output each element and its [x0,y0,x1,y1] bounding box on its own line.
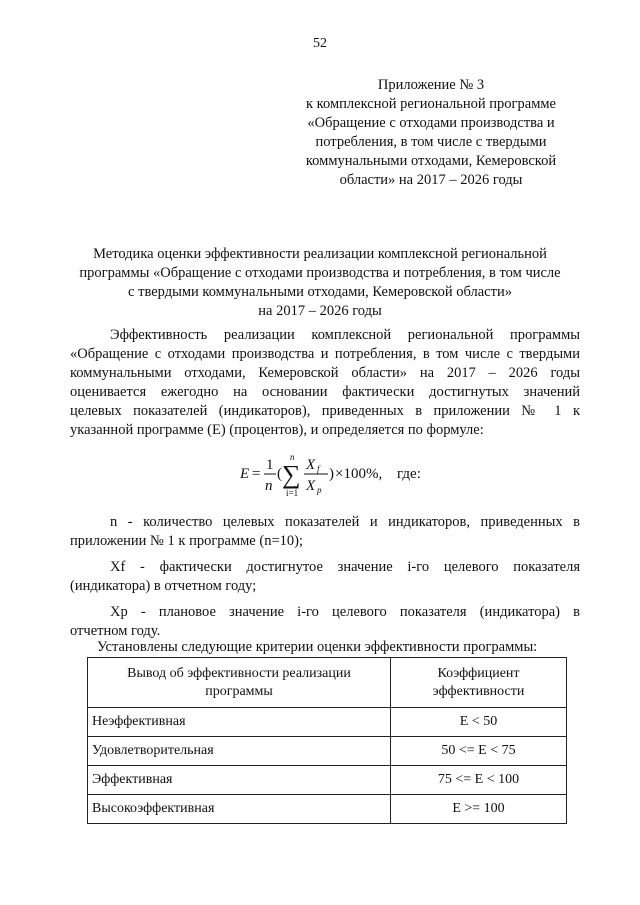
criteria-value: E < 50 [391,708,567,737]
header-text: Коэффициент [437,665,520,681]
formula-multiplier: ×100%, [335,466,383,482]
intro-line: «Обращение с отходами производства и потребления, в том числе с твердыми [70,346,580,362]
method-title-line: на 2017 – 2026 годы [258,303,382,319]
formula-xp-sub: p [317,485,322,495]
formula-where: где: [397,466,421,482]
sum-sigma-icon: ∑ [282,460,301,489]
definition-xp [70,603,580,641]
criteria-label: Удовлетворительная [88,737,391,766]
criteria-label: Эффективная [88,766,391,795]
appendix-line: коммунальными отходами, Кемеровской [305,153,557,169]
definition-line: n - количество целевых показателей и индикаторов, приведенных в [110,514,580,530]
criteria-intro: Установлены следующие критерии оценки эффективности программы: [97,639,538,655]
method-title-line: программы «Обращение с отходами производства и потребления, в том числе [79,265,561,281]
definition-line: Xp - плановое значение i-го целевого показателя (индикатора) в [110,604,580,620]
header-conclusion [88,658,391,708]
intro-line: указанной программе (E) (процентов), и определяется по формуле: [70,422,484,438]
header-text: эффективности [432,683,525,699]
formula-xp: X [306,478,316,494]
appendix-line: области» на 2017 – 2026 годы [339,172,523,188]
formula-open-paren: ( [277,466,282,482]
appendix-line: потребления, в том числе с твердыми [315,134,547,150]
criteria-value: E >= 100 [391,795,567,824]
criteria-label: Высокоэффективная [88,795,391,824]
sum-upper-limit: n [290,452,295,462]
definition-xf [70,558,580,596]
appendix-heading [296,76,566,190]
appendix-line: «Обращение с отходами производства и [307,115,555,131]
definition-line: Xf - фактически достигнутое значение i-го целевого показателя [110,559,580,575]
appendix-line: к комплексной региональной программе [306,96,556,112]
intro-line: Эффективность реализации комплексной региональной программы [110,327,580,343]
header-text: программы [205,683,273,699]
appendix-line: Приложение № 3 [377,77,485,93]
formula-xf: X [306,457,316,473]
efficiency-formula [240,452,440,498]
header-coefficient [391,658,567,708]
formula-close-paren: ) [329,466,334,482]
sum-lower-limit: i=1 [286,488,299,498]
formula-denominator: n [265,478,273,494]
definition-line: отчетном году. [70,623,161,639]
method-title-line: Методика оценки эффективности реализации комплексной региональной [93,246,547,262]
intro-line: коммунальными отходами, Кемеровской области» на 2017 – 2026 годы [70,365,580,381]
formula-numerator: 1 [266,457,274,473]
table-row [88,766,567,795]
formula-equals: = [252,466,261,482]
table-header-row [88,658,567,708]
criteria-value: 75 <= E < 100 [391,766,567,795]
variable-definitions [70,513,580,648]
table-row [88,737,567,766]
method-title [60,245,580,321]
header-text: Вывод об эффективности реализации [127,665,351,681]
method-title-line: с твердыми коммунальными отходами, Кемеровской области» [128,284,512,300]
intro-paragraph [70,326,580,440]
criteria-label: Неэффективная [88,708,391,737]
definition-line: приложении № 1 к программе (n=10); [70,533,303,549]
formula-lhs: E [240,466,250,482]
page-number: 52 [313,36,327,51]
table-row [88,795,567,824]
definition-n [70,513,580,551]
criteria-value: 50 <= E < 75 [391,737,567,766]
formula-xf-sub: f [317,464,320,474]
intro-line: целевых показателей (индикаторов), приведенных в приложении № 1 к [70,403,580,419]
criteria-table [87,657,567,824]
definition-line: (индикатора) в отчетном году; [70,578,257,594]
table-row [88,708,567,737]
intro-line: оценивается ежегодно на основании фактически достигнутых значений [70,384,580,400]
